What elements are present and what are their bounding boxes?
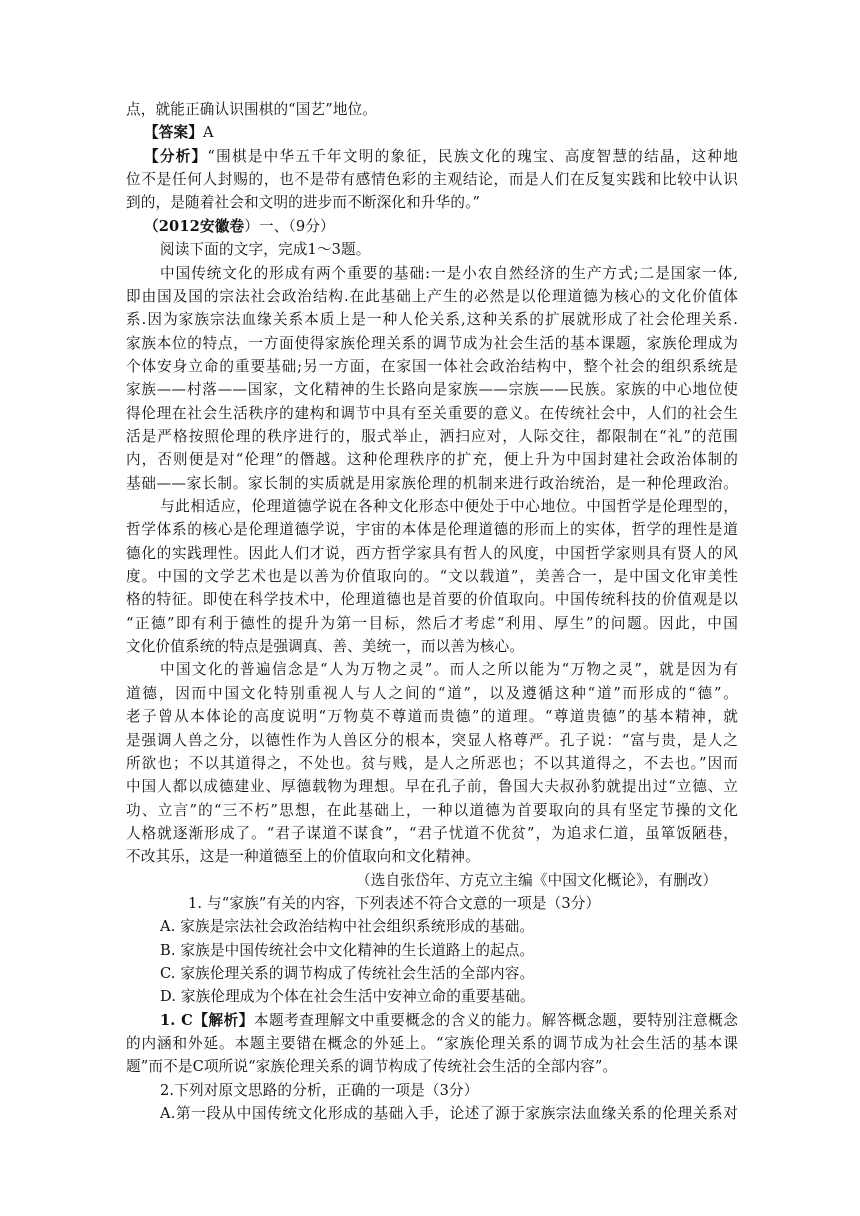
text-line bbox=[126, 705, 738, 729]
line-text: 2.下列对原文思路的分析，正确的一项是（3分） bbox=[160, 1081, 479, 1099]
line-text: A.第一段从中国传统文化形成的基础入手，论述了源于家族宗法血缘关系的伦理关系对 bbox=[160, 1105, 738, 1123]
text-line bbox=[160, 262, 738, 286]
line-text: 到的，是随着社会和文明的进步而不断深化和升华的。” bbox=[126, 194, 481, 212]
text-line bbox=[160, 915, 738, 939]
bold-label: （2012安徽卷 bbox=[144, 217, 245, 235]
text-line bbox=[144, 215, 738, 239]
line-text: 基础——家长制。家长制的实质就是用家族伦理的机制来进行政治统治，是一种伦理政治。 bbox=[126, 474, 738, 492]
line-text: A. 家族是宗法社会政治结构中社会组织系统形成的基础。 bbox=[160, 918, 535, 936]
bold-label: 【分析】 bbox=[144, 147, 208, 165]
line-text: 1. 与“家族”有关的内容，下列表述不符合文意的一项是（3分） bbox=[188, 894, 601, 912]
text-line bbox=[126, 285, 738, 309]
line-text: D. 家族伦理成为个体在社会生活中安神立命的重要基础。 bbox=[160, 988, 535, 1006]
text-line bbox=[126, 729, 738, 753]
text-line bbox=[126, 588, 738, 612]
line-text: 中国人都以成德建业、厚德载物为理想。早在孔子前，鲁国大夫叔孙豹就提出过“立德、立 bbox=[126, 778, 738, 796]
text-line bbox=[356, 869, 738, 893]
line-text: 题”而不是C项所说“家族伦理关系的调节构成了传统社会生活的全部内容”。 bbox=[126, 1058, 618, 1076]
line-text: 格的特征。即使在科学技术中，伦理道德也是首要的价值取向。中国传统科技的价值观是以 bbox=[126, 591, 738, 609]
text-line bbox=[126, 98, 738, 122]
line-text: ）一、（9分） bbox=[244, 217, 335, 235]
line-text: 功、立言”的“三不朽”思想，在此基础上，一种以道德为首要取向的具有坚定节操的文化 bbox=[126, 801, 738, 819]
line-text: 老子曾从本体论的高度说明“万物莫不尊道而贵德”的道理。“尊道贵德”的基本精神，就 bbox=[126, 708, 738, 726]
text-line bbox=[160, 962, 738, 986]
text-line bbox=[160, 985, 738, 1009]
line-text: 即由国及国的宗法社会政治结构.在此基础上产生的必然是以伦理道德为核心的文化价值体 bbox=[126, 287, 738, 305]
text-line bbox=[144, 121, 738, 145]
line-text: 哲学体系的核心是伦理道德学说，宇宙的本体是伦理道德的形而上的实体，哲学的理性是道 bbox=[126, 521, 738, 539]
text-line bbox=[126, 775, 738, 799]
text-line bbox=[126, 472, 738, 496]
line-text: 系.因为家族宗法血缘关系本质上是一种人伦关系,这种关系的扩展就形成了社会伦理关系. bbox=[126, 311, 738, 329]
text-line bbox=[126, 845, 738, 869]
text-line bbox=[126, 565, 738, 589]
text-line bbox=[126, 518, 738, 542]
line-text: 人格就逐渐形成了。“君子谋道不谋食”，“君子忧道不优贫”，为追求仁道，虽箪饭陋巷， bbox=[126, 824, 738, 842]
line-text: 中国传统文化的形成有两个重要的基础:一是小农自然经济的生产方式;二是国家一体, bbox=[160, 264, 738, 282]
text-line bbox=[126, 191, 738, 215]
text-line bbox=[160, 1009, 738, 1033]
text-line bbox=[126, 682, 738, 706]
line-text: 得伦理在社会生活秩序的建构和调节中具有至关重要的意义。在传统社会中，人们的社会生 bbox=[126, 404, 738, 422]
text-line bbox=[126, 1055, 738, 1079]
text-line bbox=[160, 1102, 738, 1126]
text-line bbox=[126, 799, 738, 823]
line-text: 内，否则便是对“伦理”的僭越。这种伦理秩序的扩充，便上升为中国封建社会政治体制的 bbox=[126, 451, 738, 469]
line-text: 道德，因而中国文化特别重视人与人之间的“道”，以及遵循这种“道”而形成的“德”。 bbox=[126, 684, 738, 702]
line-text: 个体安身立命的重要基础;另一方面，在家国一体社会政治结构中，整个社会的组织系统是 bbox=[126, 357, 738, 375]
text-line bbox=[160, 939, 738, 963]
line-text: 文化价值系统的特点是强调真、善、美统一，而以善为核心。 bbox=[126, 638, 525, 656]
line-text: 与此相适应，伦理道德学说在各种文化形态中便处于中心地位。中国哲学是伦理型的， bbox=[160, 498, 738, 515]
line-text: B. 家族是中国传统社会中文化精神的生长道路上的起点。 bbox=[160, 941, 535, 959]
line-text: 点，就能正确认识围棋的“国艺”地位。 bbox=[126, 101, 378, 118]
text-line bbox=[160, 1079, 738, 1103]
text-line bbox=[126, 635, 738, 659]
line-text: 阅读下面的文字，完成1～3题。 bbox=[160, 241, 371, 259]
text-line bbox=[126, 168, 738, 192]
text-line bbox=[126, 308, 738, 332]
line-text: “围棋是中华五千年文明的象征，民族文化的瑰宝、高度智慧的结晶，这种地 bbox=[207, 147, 738, 165]
line-text: 家族本位的特点，一方面使得家族伦理关系的调节成为社会生活的基本课题，家族伦理成为 bbox=[126, 334, 738, 352]
text-line bbox=[126, 425, 738, 449]
line-text: 的内涵和外延。本题主要错在概念的外延上。“家族伦理关系的调节成为社会生活的基本课 bbox=[126, 1035, 738, 1052]
text-line bbox=[160, 658, 738, 682]
bold-label: 【答案】 bbox=[144, 124, 203, 142]
text-line bbox=[188, 892, 738, 916]
line-text: C. 家族伦理关系的调节构成了传统社会生活的全部内容。 bbox=[160, 965, 535, 982]
text-line bbox=[126, 822, 738, 846]
text-line bbox=[126, 1032, 738, 1056]
line-text: 中国文化的普遍信念是“人为万物之灵”。而人之所以能为“万物之灵”，就是因为有 bbox=[160, 661, 738, 679]
line-text: 本题考查理解文中重要概念的含义的能力。解答概念题，要特别注意概念 bbox=[253, 1011, 738, 1029]
line-text: 是强调人兽之分，以德性作为人兽区分的根本，突显人格尊严。孔子说：“富与贵，是人之 bbox=[126, 731, 738, 749]
bold-label: 1. C【解析】 bbox=[160, 1011, 254, 1029]
line-text: 位不是任何人封赐的，也不是带有感情色彩的主观结论，而是人们在反复实践和比较中认识 bbox=[126, 171, 738, 189]
line-text: 所欲也；不以其道得之，不处也。贫与贱，是人之所恶也；不以其道得之，不去也。”因而 bbox=[126, 754, 738, 772]
line-text: （选自张岱年、方克立主编《中国文化概论》，有删改） bbox=[356, 871, 718, 889]
text-line bbox=[126, 448, 738, 472]
line-text: A bbox=[202, 124, 214, 142]
text-line bbox=[126, 402, 738, 426]
text-line bbox=[144, 145, 738, 169]
text-line bbox=[126, 355, 738, 379]
text-line bbox=[160, 495, 738, 519]
line-text: “正德”即有利于德性的提升为第一目标，然后才考虑“利用、厚生”的问题。因此，中国 bbox=[126, 614, 738, 632]
line-text: 不改其乐，这是一种道德至上的价值取向和文化精神。 bbox=[126, 848, 480, 866]
text-line bbox=[160, 238, 738, 262]
text-line bbox=[126, 332, 738, 356]
line-text: 活是严格按照伦理的秩序进行的，服式举止，洒扫应对，人际交往，都限制在“礼”的范围 bbox=[126, 427, 738, 445]
text-line bbox=[126, 542, 738, 566]
text-line bbox=[126, 378, 738, 402]
line-text: 德化的实践理性。因此人们才说，西方哲学家具有哲人的风度，中国哲学家则具有贤人的风 bbox=[126, 544, 738, 562]
text-line bbox=[126, 752, 738, 776]
text-line bbox=[126, 612, 738, 636]
line-text: 家族——村落——国家，文化精神的生长路向是家族——宗族——民族。家族的中心地位使 bbox=[126, 381, 738, 399]
line-text: 度。中国的文学艺术也是以善为价值取向的。“文以载道”，美善合一，是中国文化审美性 bbox=[126, 568, 738, 585]
